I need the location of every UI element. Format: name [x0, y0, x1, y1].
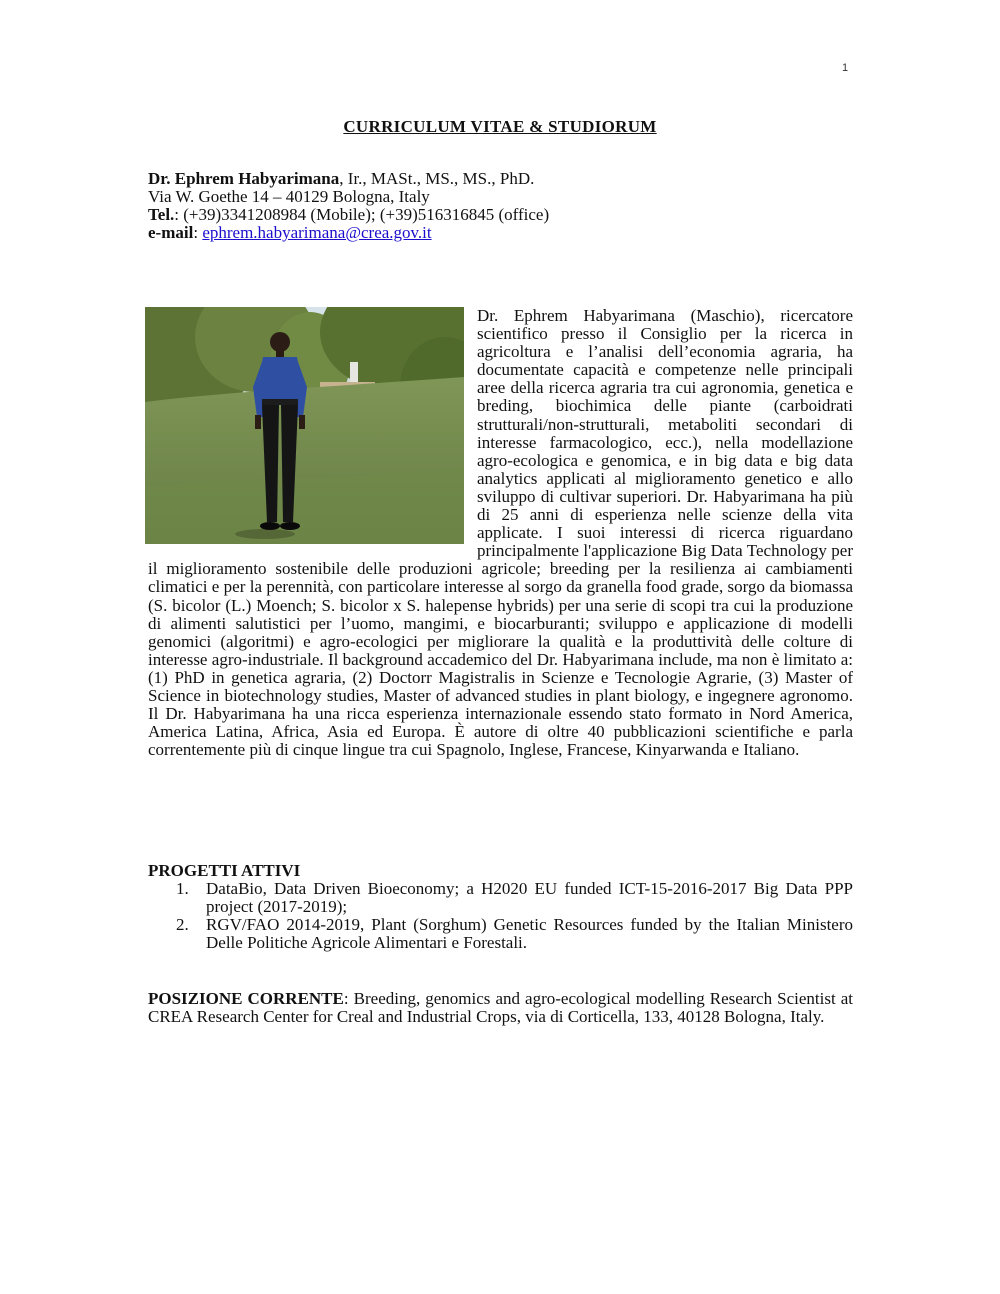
item-text: RGV/FAO 2014-2019, Plant (Sorghum) Genetic Resources funded by the Italian Ministero Delle Politiche Agricole Alimentari e Forestali.: [206, 915, 853, 952]
name-line: [148, 170, 549, 188]
profile-photo: [145, 307, 464, 544]
page-number: 1: [842, 62, 849, 74]
address: Via W. Goethe 14 – 40129 Bologna, Italy: [148, 187, 430, 206]
document-title: CURRICULUM VITAE & STUDIORUM: [343, 117, 657, 136]
degrees: , Ir., MASt., MS., MS., PhD.: [339, 169, 535, 188]
list-item: [148, 880, 853, 916]
projects-heading: PROGETTI ATTIVI: [148, 861, 301, 880]
phone-line: [148, 206, 549, 224]
email-link[interactable]: ephrem.habyarimana@crea.gov.it: [202, 223, 432, 242]
current-position-section: [148, 990, 853, 1026]
biography: [148, 307, 853, 759]
list-item: [148, 916, 853, 952]
contact-block: [148, 170, 549, 242]
item-number: 2.: [176, 915, 189, 934]
item-number: 1.: [176, 879, 189, 898]
position-heading: POSIZIONE CORRENTE: [148, 989, 344, 1008]
item-text: DataBio, Data Driven Bioeconomy; a H2020 EU funded ICT-15-2016-2017 Big Data PPP project (2017-2019);: [206, 879, 853, 916]
email-separator: :: [193, 223, 203, 242]
person-name: Dr. Ephrem Habyarimana: [148, 169, 340, 188]
projects-section: [148, 862, 853, 952]
tel-value: : (+39)3341208984 (Mobile); (+39)516316845 (office): [174, 205, 550, 224]
email-line: [148, 224, 549, 242]
email-label: e-mail: [148, 223, 194, 242]
tel-label: Tel.: [148, 205, 175, 224]
bio-text: Dr. Ephrem Habyarimana (Maschio), ricercatore scientifico presso il Consiglio per la ricerca in agricoltura e l’analisi dell’economia agraria, ha documentate capacità e competenze nelle principali aree della ricerca agraria tra cui agronomia, genetica e breding, biochimica delle piante (carboidrati strutturali/non-strutturali, metaboliti secondari di interesse farmacologico, ecc.), nella modellazione agro-ecologica e genomica, e in big data e big data analytics applicati al miglioramento genetico e allo sviluppo di cultivar superiori. Dr. Habyarimana ha più di 25 anni di esperienza nelle scienze della vita applicate. I suoi interessi di ricerca riguardano principalmente l'applicazione Big Data Technology per il miglioramento sostenibile delle produzioni agricole; breeding per la resilienza ai cambiamenti climatici e per la perennità, con particolare interesse al sorgo da granella food grade, sorgo da biomassa (S. bicolor (L.) Moench; S. bicolor x S. halepense hybrids) per una serie di scopi tra cui la produzione di alimenti salutistici per l’uomo, mangimi, e biocarburanti; sviluppo e applicazione di modelli genomici (algoritmi) e agro-ecologici per migliorare la qualità e la produttività delle colture di interesse agro-industriale. Il background accademico del Dr. Habyarimana include, ma non è limitato a: (1) PhD in genetica agraria, (2) Doctorr Magistralis in Scienze e Tecnologie Agrarie, (3) Master of Science in biotechnology studies, Master of advanced studies in plant biology, e ingegnere agronomo. Il Dr. Habyarimana ha una ricca esperienza internazionale essendo stato formato in Nord America, America Latina, Africa, Asia ed Europa. È autore di oltre 40 pubblicazioni scientifiche e parla correntemente più di cinque lingue tra cui Spagnolo, Inglese, Francese, Kinyarwanda e Italiano.: [148, 306, 853, 760]
projects-list: [148, 880, 853, 952]
position-text: : Breeding, genomics and agro-ecological modelling Research Scientist at CREA Research Center for Creal and Industrial Crops, via di Corticella, 133, 40128 Bologna, Italy.: [148, 989, 853, 1026]
